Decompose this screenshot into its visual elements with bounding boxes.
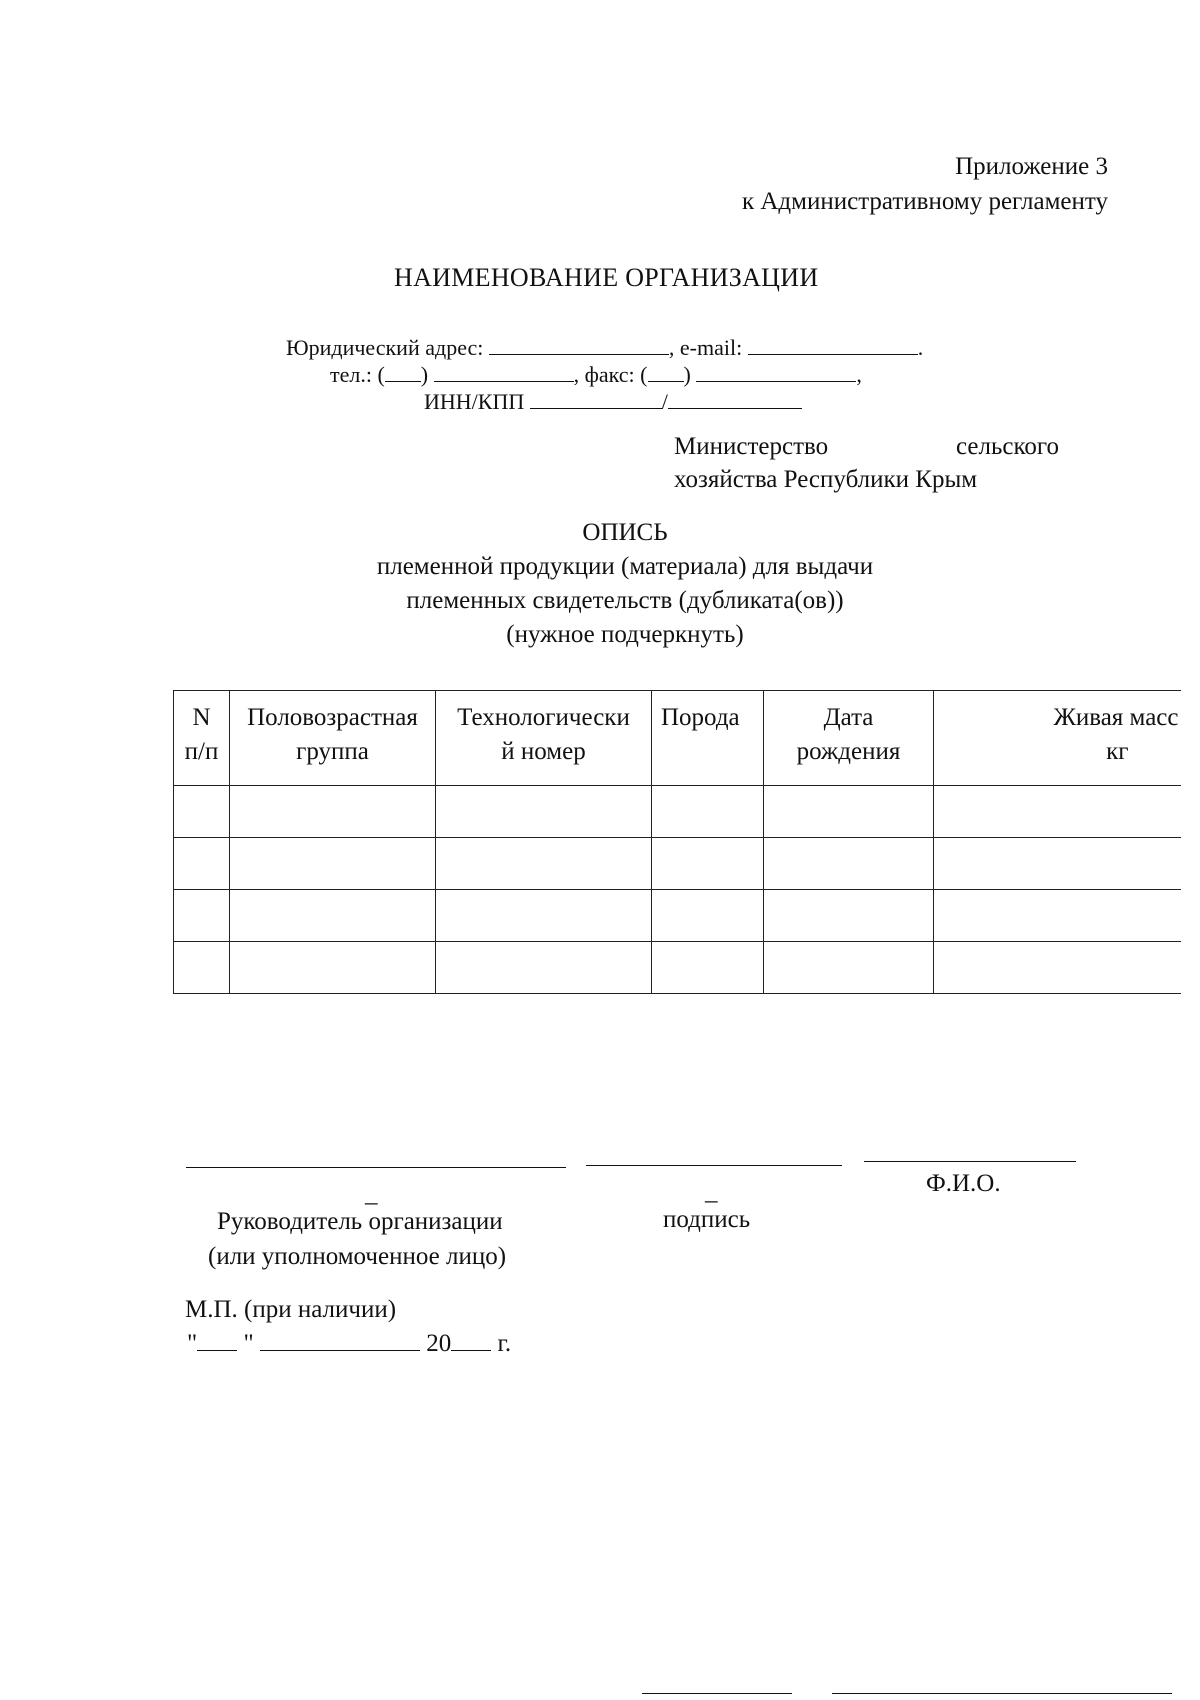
- table-cell[interactable]: [230, 838, 436, 890]
- phone-line-end: ,: [856, 362, 862, 387]
- table-cell[interactable]: [934, 890, 1181, 942]
- fax-label: , факс: (: [573, 362, 648, 387]
- table-cell[interactable]: [436, 786, 652, 838]
- date-quote-close: ": [243, 1330, 254, 1357]
- year-suffix: г.: [497, 1330, 512, 1357]
- scan-edge-line: [832, 1693, 1172, 1694]
- table-cell[interactable]: [230, 890, 436, 942]
- table-row: [174, 838, 1181, 890]
- fio-label: Ф.И.О.: [926, 1170, 1001, 1197]
- table-cell[interactable]: [764, 786, 934, 838]
- inn-label: ИНН/КПП: [424, 389, 525, 414]
- document-title: ОПИСЬ: [582, 519, 668, 546]
- addressee-line2: хозяйства Республики Крым: [674, 466, 978, 493]
- organization-name: НАИМЕНОВАНИЕ ОРГАНИЗАЦИИ: [394, 263, 819, 292]
- table-cell[interactable]: [230, 942, 436, 994]
- table-cell[interactable]: [174, 838, 230, 890]
- fax-close: ): [683, 362, 691, 387]
- date-line: [187, 1330, 511, 1358]
- col-header-tech-number: Технологически й номер: [436, 691, 652, 786]
- sign-dash: _: [705, 1178, 718, 1205]
- table-cell[interactable]: [934, 786, 1181, 838]
- address-line: [286, 334, 923, 361]
- table-cell[interactable]: [436, 890, 652, 942]
- address-line-end: .: [917, 335, 924, 360]
- signature-label: подпись: [663, 1206, 751, 1233]
- col-header-breed: Порода: [652, 691, 764, 786]
- table-row: [174, 786, 1181, 838]
- stamp-label: М.П. (при наличии): [185, 1296, 397, 1323]
- document-subtitle-2: племенных свидетельств (дубликата(ов)): [406, 587, 844, 614]
- table-cell[interactable]: [652, 786, 764, 838]
- month-blank: [260, 1330, 420, 1351]
- table-row: [174, 890, 1181, 942]
- head-signature-line: [186, 1167, 566, 1168]
- email-label: , e-mail:: [668, 335, 743, 360]
- table-header-row: [174, 691, 1181, 786]
- inn-blank: [530, 388, 662, 409]
- phone-blank: [434, 361, 574, 382]
- appendix-number: Приложение 3: [955, 153, 1108, 180]
- table-cell[interactable]: [436, 942, 652, 994]
- day-blank: [197, 1330, 237, 1351]
- head-dash: _: [365, 1180, 378, 1207]
- kpp-blank: [668, 388, 802, 409]
- table-cell[interactable]: [652, 838, 764, 890]
- inventory-table: [173, 690, 1181, 994]
- year-prefix: 20: [426, 1330, 452, 1357]
- head-title-line1: Руководитель организации: [217, 1208, 503, 1235]
- inn-line: [424, 388, 802, 415]
- table-cell[interactable]: [934, 942, 1181, 994]
- col-header-sex-age-group: Половозрастная группа: [230, 691, 436, 786]
- col-header-birth-date: Дата рождения: [764, 691, 934, 786]
- table-cell[interactable]: [436, 838, 652, 890]
- address-blank: [489, 334, 669, 355]
- phone-close: ): [420, 362, 429, 387]
- email-blank: [748, 334, 918, 355]
- table-cell[interactable]: [934, 838, 1181, 890]
- addressee-word2: сельского: [956, 433, 1059, 460]
- table-cell[interactable]: [764, 838, 934, 890]
- phone-line: [330, 361, 862, 388]
- signature-line: [586, 1165, 842, 1166]
- table-cell[interactable]: [764, 942, 934, 994]
- document-subtitle-3: (нужное подчеркнуть): [506, 621, 744, 648]
- phone-code-blank: [385, 361, 421, 382]
- scan-edge-line: [642, 1693, 792, 1694]
- table-cell[interactable]: [174, 942, 230, 994]
- phone-label: тел.: (: [330, 362, 385, 387]
- table-cell[interactable]: [652, 942, 764, 994]
- col-header-number: N п/п: [174, 691, 230, 786]
- head-title-line2: (или уполномоченное лицо): [208, 1243, 507, 1270]
- document-subtitle-1: племенной продукции (материала) для выдачи: [376, 553, 874, 580]
- address-label: Юридический адрес:: [286, 335, 484, 360]
- fio-line: [864, 1161, 1076, 1162]
- table-row: [174, 942, 1181, 994]
- date-quote-open: ": [187, 1330, 198, 1357]
- addressee-word1: Министерство: [674, 433, 829, 460]
- table-cell[interactable]: [174, 890, 230, 942]
- table-cell[interactable]: [652, 890, 764, 942]
- table-cell[interactable]: [764, 890, 934, 942]
- col-header-live-weight: Живая масс кг: [934, 691, 1181, 786]
- fax-blank: [696, 361, 856, 382]
- fax-code-blank: [648, 361, 684, 382]
- year-blank: [451, 1330, 491, 1351]
- table-cell[interactable]: [230, 786, 436, 838]
- table-cell[interactable]: [174, 786, 230, 838]
- inn-slash: /: [661, 389, 668, 414]
- appendix-regulation: к Административному регламенту: [741, 188, 1108, 215]
